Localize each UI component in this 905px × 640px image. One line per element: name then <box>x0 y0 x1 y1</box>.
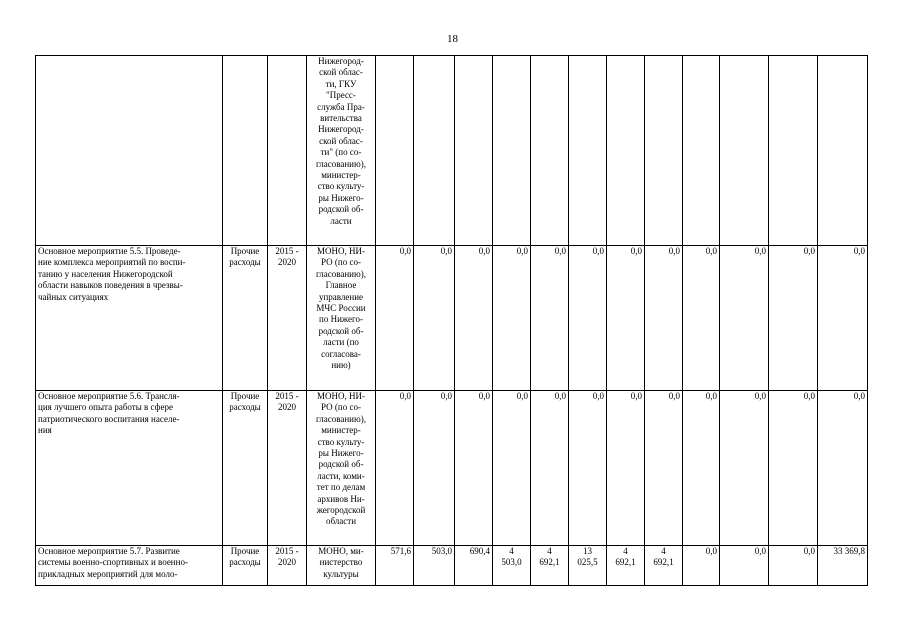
executor-line: ти, ГКУ <box>325 78 357 89</box>
funding-value-line: 0,0 <box>803 546 815 556</box>
funding-value <box>569 546 607 586</box>
funding-value <box>455 391 493 546</box>
executor-line: ры Нижего- <box>318 192 364 203</box>
measure-description-line: прикладных мероприятий для моло- <box>38 568 178 579</box>
expense-type-line: расходы <box>229 257 261 268</box>
period <box>268 546 307 586</box>
funding-value <box>531 391 569 546</box>
funding-value-line: 0,0 <box>853 246 865 256</box>
table-row <box>36 56 868 246</box>
period-line: 2020 <box>278 257 296 268</box>
funding-value <box>493 391 531 546</box>
funding-value <box>376 56 414 246</box>
program-measures-table <box>35 55 868 586</box>
funding-value <box>607 546 645 586</box>
funding-value <box>493 56 531 246</box>
executor-line: МЧС России <box>316 303 366 314</box>
funding-value <box>376 246 414 391</box>
funding-value-line: 0,0 <box>630 391 642 401</box>
funding-value <box>769 246 818 391</box>
executor-line: ской облас- <box>319 67 363 78</box>
funding-value <box>569 56 607 246</box>
executor-line: нистерство <box>319 557 363 568</box>
funding-value-line: 692,1 <box>615 557 636 568</box>
funding-value <box>455 246 493 391</box>
funding-value-line: 0,0 <box>705 246 717 256</box>
funding-value <box>531 546 569 586</box>
period-line: 2020 <box>278 402 296 413</box>
executor <box>307 391 376 546</box>
funding-value-line: 690,4 <box>469 546 490 556</box>
funding-value-line: 692,1 <box>539 557 560 568</box>
funding-value <box>414 546 455 586</box>
expense-type-line: Прочие <box>230 391 260 401</box>
funding-value-line: 0,0 <box>478 246 490 256</box>
funding-value <box>607 391 645 546</box>
measure-description-line: Основное мероприятие 5.7. Развитие <box>38 546 180 556</box>
funding-value-line: 0,0 <box>705 546 717 556</box>
executor-line: "Пресс- <box>326 90 356 101</box>
executor-line: по Нижего- <box>319 314 363 325</box>
measure-description-line: ния <box>38 425 52 436</box>
funding-value <box>683 546 720 586</box>
funding-value-line: 0,0 <box>668 391 680 401</box>
executor-line: Нижегород- <box>318 124 364 135</box>
funding-value-line: 0,0 <box>399 246 411 256</box>
executor-line: культуры <box>323 568 359 579</box>
funding-value-line: 0,0 <box>592 246 604 256</box>
executor-line: согласова- <box>321 348 361 359</box>
page-number: 18 <box>447 33 458 45</box>
executor-line: МОНО, ми- <box>318 546 364 556</box>
funding-value <box>645 56 683 246</box>
measure-description-line: Основное мероприятие 5.5. Проведе- <box>38 246 181 256</box>
funding-value-line: 4 <box>661 546 666 556</box>
executor-line: области <box>325 516 357 527</box>
executor <box>307 56 376 246</box>
executor-line: жегородской <box>316 505 366 516</box>
expense-type <box>223 246 268 391</box>
funding-value <box>455 546 493 586</box>
measure-description-line: Основное мероприятие 5.6. Трансля- <box>38 391 180 401</box>
funding-value-line: 025,5 <box>577 557 598 568</box>
funding-value <box>818 546 868 586</box>
funding-value <box>376 546 414 586</box>
funding-value <box>569 246 607 391</box>
executor-line: ство культу- <box>317 436 365 447</box>
executor-line: ство культу- <box>317 181 365 192</box>
executor-line: министер- <box>321 170 361 181</box>
funding-value-line: 0,0 <box>705 391 717 401</box>
executor-line: родской об- <box>318 325 364 336</box>
funding-value <box>414 246 455 391</box>
period-line: 2015 - <box>275 246 299 256</box>
funding-value <box>683 391 720 546</box>
executor <box>307 546 376 586</box>
executor-line: ласти, коми- <box>317 470 365 481</box>
expense-type-line: расходы <box>229 557 261 568</box>
funding-value-line: 0,0 <box>478 391 490 401</box>
funding-value-line: 0,0 <box>754 391 766 401</box>
funding-value-line: 0,0 <box>630 246 642 256</box>
expense-type <box>223 391 268 546</box>
funding-value-line: 0,0 <box>754 546 766 556</box>
period <box>268 246 307 391</box>
funding-value-line: 4 <box>547 546 552 556</box>
period-line: 2015 - <box>275 391 299 401</box>
funding-value <box>720 246 769 391</box>
funding-value <box>683 56 720 246</box>
executor-line: тет по делам <box>316 482 366 493</box>
executor-line: родской об- <box>318 204 364 215</box>
funding-value <box>455 56 493 246</box>
executor-line: гласованию), <box>316 268 366 279</box>
funding-value <box>645 391 683 546</box>
executor-line: вительства <box>320 113 362 124</box>
measure-description <box>36 56 223 246</box>
measure-description-line: ние комплекса мероприятий по воспи- <box>38 257 186 268</box>
executor-line: министер- <box>321 425 361 436</box>
funding-value-line: 0,0 <box>516 391 528 401</box>
executor-line: ской облас- <box>319 135 363 146</box>
funding-value <box>720 391 769 546</box>
funding-value <box>818 246 868 391</box>
funding-value <box>493 246 531 391</box>
executor-line: ры Нижего- <box>318 448 364 459</box>
executor-line: МОНО, НИ- <box>317 246 365 256</box>
funding-value <box>531 246 569 391</box>
measure-description-line: чайных ситуациях <box>38 291 109 302</box>
measure-description <box>36 546 223 586</box>
executor-line: ти" (по со- <box>320 147 362 158</box>
executor-line: РО (по со- <box>321 402 361 413</box>
executor-line: гласованию), <box>316 158 366 169</box>
funding-value-line: 0,0 <box>668 246 680 256</box>
funding-value-line: 503,0 <box>501 557 522 568</box>
funding-value-line: 0,0 <box>399 391 411 401</box>
measure-description-line: танию у населения Нижегородской <box>38 268 173 279</box>
executor-line: родской об- <box>318 459 364 470</box>
funding-value <box>720 56 769 246</box>
funding-value <box>607 246 645 391</box>
measure-description <box>36 391 223 546</box>
executor-line: РО (по со- <box>321 257 361 268</box>
funding-value-line: 33 369,8 <box>833 546 865 556</box>
period <box>268 391 307 546</box>
expense-type-line: Прочие <box>230 246 260 256</box>
expense-type <box>223 56 268 246</box>
table-row <box>36 246 868 391</box>
measure-description-line: области навыков поведения в чрезвы- <box>38 280 183 291</box>
executor <box>307 246 376 391</box>
funding-value <box>645 546 683 586</box>
executor-line: архивов Ни- <box>317 493 365 504</box>
period <box>268 56 307 246</box>
funding-value-line: 0,0 <box>754 246 766 256</box>
funding-value <box>376 391 414 546</box>
funding-value-line: 0,0 <box>440 246 452 256</box>
expense-type <box>223 546 268 586</box>
executor-line: ласти <box>330 215 352 226</box>
funding-value-line: 0,0 <box>554 391 566 401</box>
executor-line: МОНО, НИ- <box>317 391 365 401</box>
funding-value <box>769 546 818 586</box>
funding-value-line: 503,0 <box>431 546 452 556</box>
executor-line: ласти (по <box>323 337 359 348</box>
period-line: 2015 - <box>275 546 299 556</box>
funding-value-line: 692,1 <box>653 557 674 568</box>
funding-value-line: 4 <box>509 546 514 556</box>
measure-description-line: патриотического воспитания населе- <box>38 413 180 424</box>
funding-value <box>769 391 818 546</box>
funding-value-line: 0,0 <box>516 246 528 256</box>
table-row <box>36 546 868 586</box>
measure-description-line: ция лучшего опыта работы в сфере <box>38 402 173 413</box>
expense-type-line: Прочие <box>230 546 260 556</box>
funding-value-line: 0,0 <box>440 391 452 401</box>
executor-line: Главное <box>325 280 357 291</box>
funding-value <box>569 391 607 546</box>
funding-value <box>645 246 683 391</box>
funding-value-line: 0,0 <box>554 246 566 256</box>
funding-value-line: 13 <box>583 546 592 556</box>
executor-line: нию) <box>331 360 351 371</box>
funding-value <box>493 546 531 586</box>
funding-value <box>769 56 818 246</box>
funding-value <box>414 391 455 546</box>
funding-value <box>720 546 769 586</box>
executor-line: гласованию), <box>316 413 366 424</box>
funding-value-line: 0,0 <box>853 391 865 401</box>
measure-description-line: системы военно-спортивных и военно- <box>38 557 188 568</box>
executor-line: управление <box>318 291 364 302</box>
funding-value-line: 4 <box>623 546 628 556</box>
funding-value <box>414 56 455 246</box>
measure-description <box>36 246 223 391</box>
funding-value-line: 571,6 <box>390 546 411 556</box>
funding-value <box>683 246 720 391</box>
funding-value-line: 0,0 <box>803 246 815 256</box>
period-line: 2020 <box>278 557 296 568</box>
funding-value <box>818 56 868 246</box>
executor-line: Нижегород- <box>318 56 364 66</box>
executor-line: служба Пра- <box>317 101 365 112</box>
funding-value <box>607 56 645 246</box>
funding-value-line: 0,0 <box>592 391 604 401</box>
table-row <box>36 391 868 546</box>
funding-value <box>818 391 868 546</box>
funding-value <box>531 56 569 246</box>
funding-value-line: 0,0 <box>803 391 815 401</box>
expense-type-line: расходы <box>229 402 261 413</box>
